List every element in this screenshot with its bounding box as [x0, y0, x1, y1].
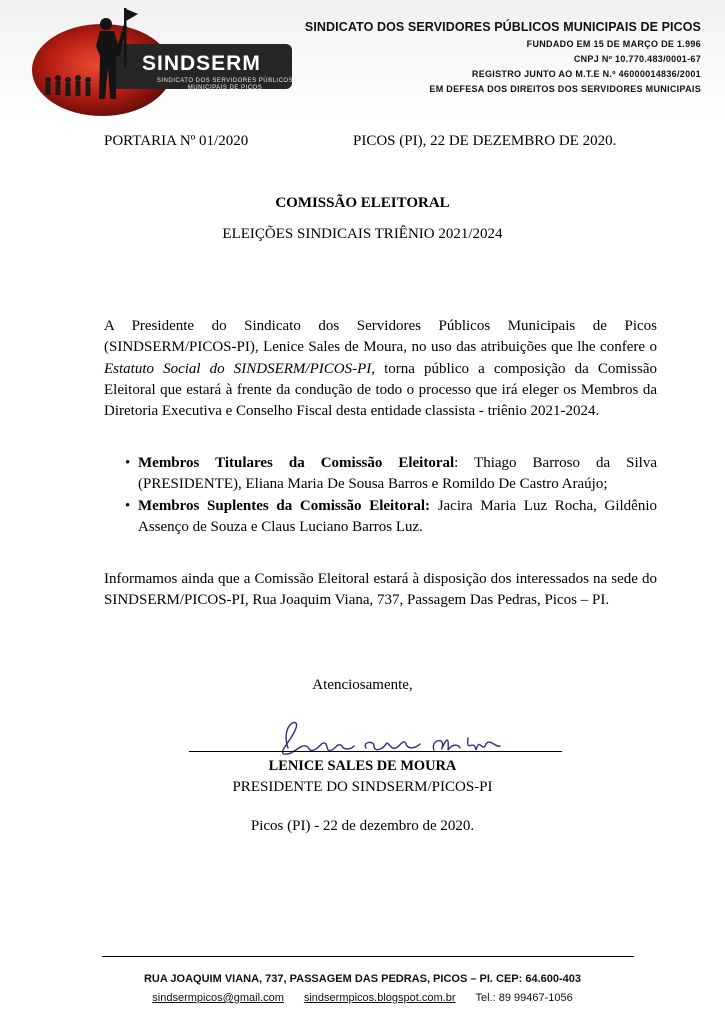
list-item-suplentes	[123, 496, 657, 539]
signer-role: PRESIDENTE DO SINDSERM/PICOS-PI	[232, 779, 493, 795]
intro-paragraph	[104, 316, 657, 422]
footer-blog-link[interactable]: sindsermpicos.blogspot.com.br	[303, 992, 456, 1004]
footer-contacts	[0, 992, 725, 1004]
org-motto: EM DEFESA DOS DIREITOS DOS SERVIDORES MUNICIPAIS	[429, 84, 701, 94]
org-info	[305, 20, 701, 94]
document-title: COMISSÃO ELEITORAL	[275, 195, 450, 211]
suplentes-label: Membros Suplentes da Comissão Eleitoral:	[138, 497, 431, 514]
commission-members-list	[123, 453, 657, 538]
logo-subtitle: SINDICATO DOS SERVIDORES PÚBLICOS MUNICIPAIS DE PICOS	[156, 78, 294, 91]
sign-date: Picos (PI) - 22 de dezembro de 2020.	[250, 818, 475, 834]
bullet-marker: •	[125, 497, 131, 514]
portaria-number: PORTARIA Nº 01/2020	[104, 133, 249, 149]
signer-name: LENICE SALES DE MOURA	[268, 758, 457, 774]
list-item-titulares	[123, 453, 657, 496]
logo-name: SINDSERM	[142, 52, 261, 75]
intro-text-2: , torna público a composição da Comissão Eleitoral que estará à frente da condução de todo o processo que irá eleger os Membros da Diretoria Executiva e Conselho Fiscal desta entidade classista - triênio 2021-2024.	[104, 360, 657, 420]
sindserm-logo	[30, 4, 300, 119]
org-cnpj: CNPJ Nº 10.770.483/0001-67	[573, 54, 701, 64]
footer-email-link[interactable]: sindsermpicos@gmail.com	[152, 992, 284, 1004]
suplentes-names: Jacira Maria Luz Rocha, Gildênio Assenço de Souza e Claus Luciano Barros Luz.	[138, 497, 658, 535]
regards: Atenciosamente,	[312, 677, 413, 693]
place-date: PICOS (PI), 22 DE DEZEMBRO DE 2020.	[353, 133, 617, 149]
org-name: SINDICATO DOS SERVIDORES PÚBLICOS MUNICIPAIS DE PICOS	[304, 19, 701, 35]
closing-paragraph: Informamos ainda que a Comissão Eleitoral estará à disposição dos interessados na sede do SINDSERM/PICOS-PI, Rua Joaquim Viana, 737, Passagem Das Pedras, Picos – PI.	[104, 571, 657, 609]
bullet-marker: •	[125, 455, 131, 471]
document-subtitle: ELEIÇÕES SINDICAIS TRIÊNIO 2021/2024	[222, 226, 503, 242]
footer-phone: Tel.: 89 99467-1056	[475, 992, 573, 1004]
org-founded: FUNDADO EM 15 DE MARÇO DE 1.996	[526, 39, 701, 49]
footer-address: RUA JOAQUIM VIANA, 737, PASSAGEM DAS PEDRAS, PICOS – PI. CEP: 64.600-403	[143, 973, 582, 985]
signature-line	[189, 751, 562, 752]
footer-divider	[102, 956, 634, 957]
intro-statute-ref: Estatuto Social do SINDSERM/PICOS-PI	[104, 360, 372, 377]
intro-text-1: A Presidente do Sindicato dos Servidores Públicos Municipais de Picos (SINDSERM/PICOS-PI), Lenice Sales de Moura, no uso das atribuições que lhe confere o	[104, 318, 657, 356]
org-registry: REGISTRO JUNTO AO M.T.E N.º 46000014836/2001	[471, 69, 701, 79]
titulares-label: Membros Titulares da Comissão Eleitoral	[138, 455, 455, 471]
handwritten-signature	[270, 714, 510, 760]
titulares-names: : Thiago Barroso da Silva (PRESIDENTE), Eliana Maria De Sousa Barros e Romildo De Castro Araújo;	[138, 455, 657, 493]
